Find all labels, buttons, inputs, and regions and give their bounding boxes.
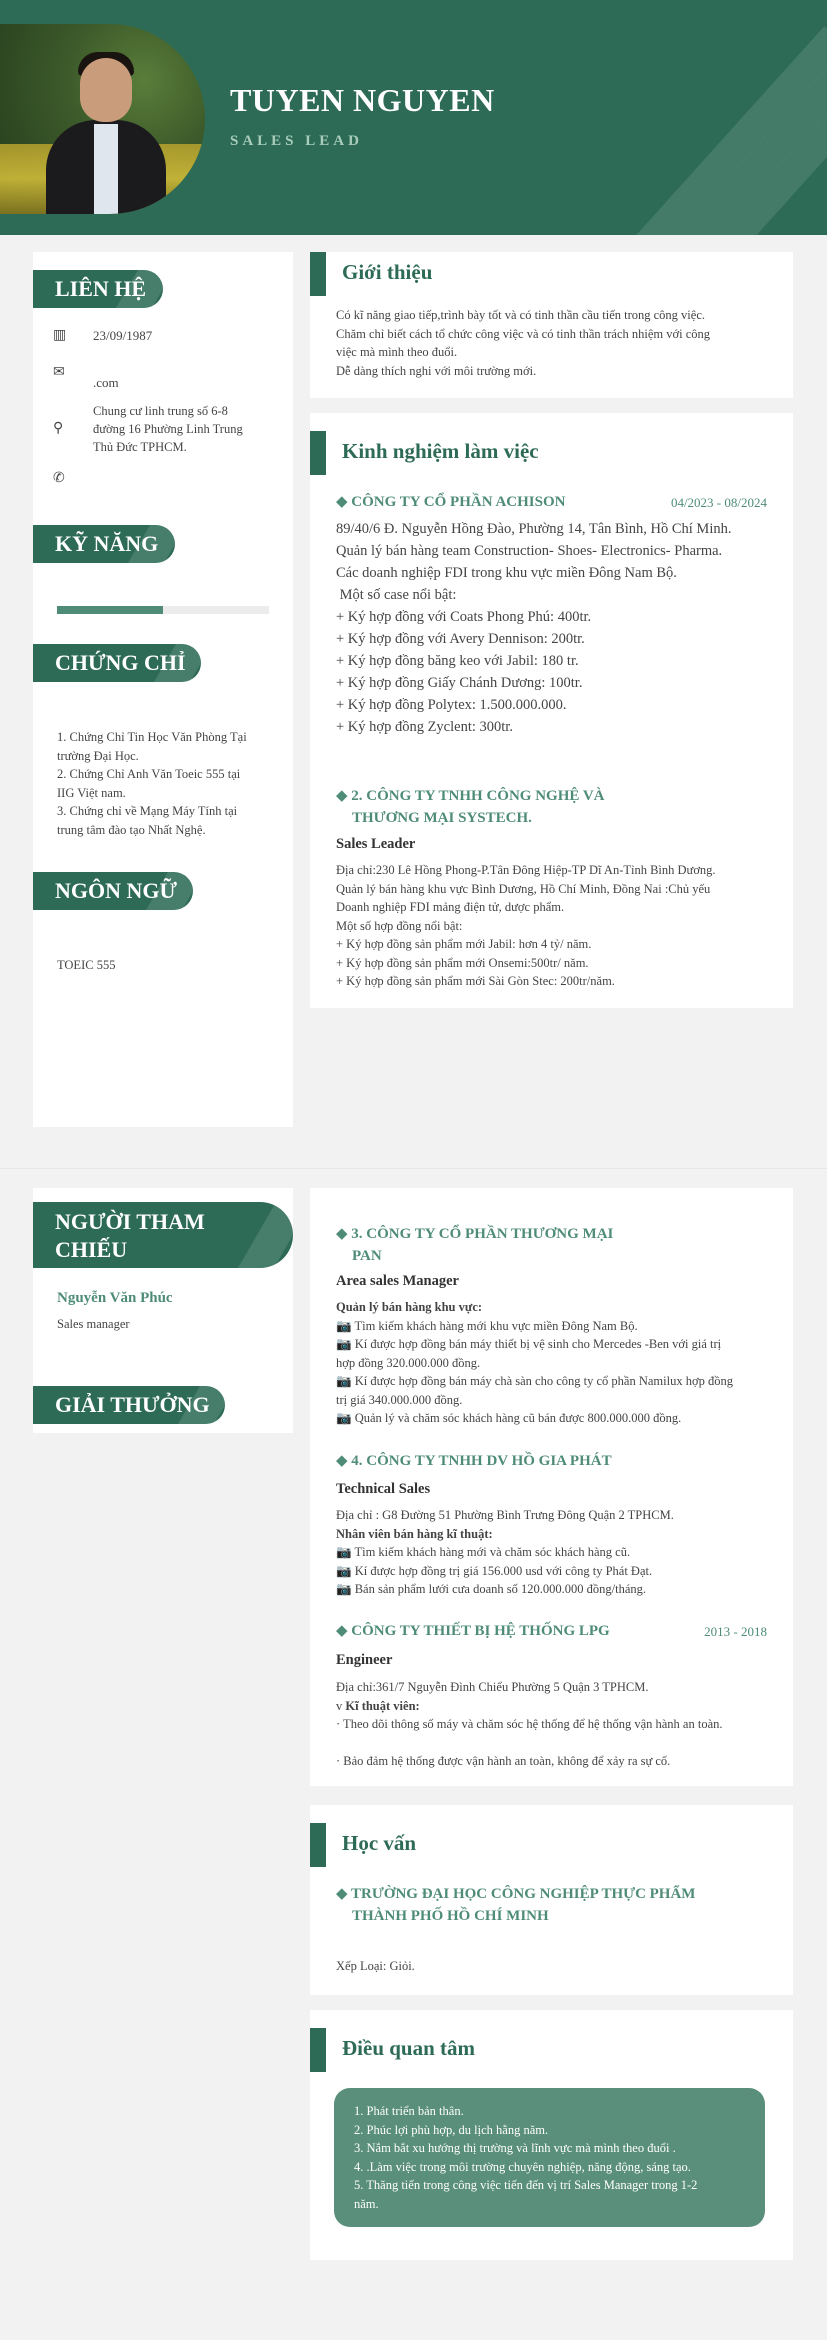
languages-heading: NGÔN NGỮ	[33, 872, 193, 910]
job-position: Technical Sales	[336, 1481, 431, 1497]
profile-role: SALES LEAD	[230, 133, 363, 149]
reference-position: Sales manager	[57, 1317, 130, 1331]
job-date: 04/2023 - 08/2024	[670, 495, 767, 510]
job-company: ◆ 3. CÔNG TY CỔ PHẦN THƯƠNG MẠI PAN	[336, 1226, 614, 1264]
language-value: TOEIC 555	[57, 958, 116, 972]
experience-card-continued	[310, 1188, 793, 1786]
sidebar-card	[33, 252, 293, 1127]
skill-bar	[57, 606, 269, 614]
certificates-heading: CHỨNG CHỈ	[33, 644, 201, 682]
reference-name: Nguyễn Văn Phúc	[57, 1290, 173, 1306]
job-description: Địa chỉ : G8 Đường 51 Phường Bình Trưng Đông Quận 2 TPHCM. Nhân viên bán hàng kĩ thuật: 📷 Tìm kiếm khách hàng mới và chăm sóc khách hàng cũ. 📷 Kí được hợp đồng trị giá 156.000 usd với công ty Phát Đạt. 📷 Bán sản phẩm lưới cưa doanh số 120.000.000 đồng/tháng.	[336, 1508, 674, 1596]
interests-card: Điều quan tâm 1. Phát triển bản thân. 2. Phúc lợi phù hợp, du lịch hằng năm. 3. Nắm bắt xu hướng thị trường và lĩnh vực mà mình theo đuổi . 4. .Làm việc trong môi trường chuyên nghiệp, năng động, sáng tạo. 5. Thăng tiến trong công việc tiến đến vị trí Sales Manager trong 1-2 năm.	[310, 2010, 793, 2260]
references-heading: NGƯỜI THAM CHIẾU	[33, 1202, 293, 1268]
job-description: Quản lý bán hàng khu vực: 📷 Tìm kiếm khách hàng mới khu vực miền Đông Nam Bộ. 📷 Kí được hợp đồng bán máy thiết bị vệ sinh cho Mercedes -Ben với giá trị hợp đồng 320.000.000 đồng. 📷 Kí được hợp đồng bán máy chà sàn cho công ty cổ phần Namilux hợp đồng trị giá 340.000.000 đồng. 📷 Quản lý và chăm sóc khách hàng cũ bán được 800.000.000 đồng.	[336, 1300, 733, 1425]
profile-photo	[0, 24, 205, 214]
intro-card: Giới thiệu Có kĩ năng giao tiếp,trình bày tốt và có tinh thần cầu tiến trong công việc. Chăm chỉ biết cách tổ chức công việc và có tinh thần trách nhiệm với công việc mà mình theo đuổi. Dễ dàng thích nghi với môi trường mới.	[310, 252, 793, 398]
header-banner	[0, 0, 827, 235]
email-text[interactable]: .com	[93, 375, 119, 390]
location-icon: ⚲	[53, 421, 64, 436]
intro-text: Có kĩ năng giao tiếp,trình bày tốt và có tinh thần cầu tiến trong công việc. Chăm chỉ biết cách tổ chức công việc và có tinh thần trách nhiệm với công việc mà mình theo đuổi. Dễ dàng thích nghi với môi trường mới.	[336, 308, 711, 378]
email-icon: ✉	[53, 365, 65, 380]
cake-icon: ▥	[53, 328, 67, 343]
job-position: Engineer	[336, 1652, 393, 1668]
experience-card: Kinh nghiệm làm việc ◆ CÔNG TY CỔ PHẦN ACHISON 04/2023 - 08/2024 89/40/6 Đ. Nguyễn Hồng Đào, Phường 14, Tân Bình, Hồ Chí Minh. Quản lý bán hàng team Construction- Shoes- Electronics- Pharma. Các doanh nghiệp FDI trong khu vực miền Đông Nam Bộ. Một số case nổi bật: + Ký hợp đồng với Coats Phong Phú: 400tr. + Ký hợp đồng với Avery Dennison: 200tr. + Ký hợp đồng băng keo với Jabil: 180 tr. + Ký hợp đồng Giấy Chánh Dương: 100tr. + Ký hợp đồng Polytex: 1.500.000.000. + Ký hợp đồng Zyclent: 300tr. ◆ 2. CÔNG TY TNHH CÔNG NGHỆ VÀ THƯƠNG MẠI SYSTECH. Sales Leader Địa chỉ:230 Lê Hồng Phong-P.Tân Đông Hiệp-TP Dĩ An-Tỉnh Bình Dương. Quản lý bán hàng khu vực Bình Dương, Hồ Chí Minh, Đồng Nai :Chủ yếu Doanh nghiệp FDI mảng điện tử, dược phẩm. Một số hợp đồng nổi bật: + Ký hợp đồng sản phẩm mới Jabil: hơn 4 tỷ/ năm. + Ký hợp đồng sản phẩm mới Onsemi:500tr/ năm. + Ký hợp đồng sản phẩm mới Sài Gòn Stec: 200tr/năm.	[310, 413, 793, 1008]
contact-heading: LIÊN HỆ	[33, 270, 163, 308]
sidebar-card	[33, 1188, 293, 1433]
address-text: Chung cư linh trung số 6-8 đường 16 Phường Linh Trung Thủ Đức TPHCM.	[93, 404, 243, 454]
job-description: Địa chỉ:361/7 Nguyễn Đình Chiểu Phường 5 Quận 3 TPHCM. v Kĩ thuật viên: · Theo dõi thông số máy và chăm sóc hệ thống để hệ thống vận hành an toàn. · Bảo đảm hệ thống được vận hành an toàn, không để xảy ra sự cố.	[336, 1680, 723, 1768]
job-description: 89/40/6 Đ. Nguyễn Hồng Đào, Phường 14, Tân Bình, Hồ Chí Minh. Quản lý bán hàng team Construction- Shoes- Electronics- Pharma. Các doanh nghiệp FDI trong khu vực miền Đông Nam Bộ. Một số case nổi bật: + Ký hợp đồng với Coats Phong Phú: 400tr. + Ký hợp đồng với Avery Dennison: 200tr. + Ký hợp đồng băng keo với Jabil: 180 tr. + Ký hợp đồng Giấy Chánh Dương: 100tr. + Ký hợp đồng Polytex: 1.500.000.000. + Ký hợp đồng Zyclent: 300tr.	[336, 521, 732, 735]
job-date: 2013 - 2018	[704, 1624, 767, 1639]
education-grade: Xếp Loại: Giỏi.	[336, 1959, 415, 1973]
certificates-list: 1. Chứng Chỉ Tin Học Văn Phòng Tại trường Đại Học. 2. Chứng Chỉ Anh Văn Toeic 555 tại IIG Việt nam. 3. Chứng chỉ về Mạng Máy Tính tại trung tâm đào tạo Nhất Nghệ.	[57, 730, 247, 837]
skill-bar-fill	[57, 606, 163, 614]
job-position: Sales Leader	[336, 836, 416, 852]
job-company: ◆ CÔNG TY CỔ PHẦN ACHISON	[336, 494, 566, 510]
profile-name: TUYEN NGUYEN	[230, 82, 495, 118]
page-divider	[0, 1168, 827, 1169]
job-company: ◆ 4. CÔNG TY TNHH DV HỒ GIA PHÁT	[336, 1453, 612, 1469]
education-card: Học vấn ◆ TRƯỜNG ĐẠI HỌC CÔNG NGHIỆP THỰC PHẨM THÀNH PHỐ HỒ CHÍ MINH Xếp Loại: Giỏi.	[310, 1805, 793, 1995]
phone-icon: ✆	[53, 471, 65, 486]
job-company: ◆ CÔNG TY THIẾT BỊ HỆ THỐNG LPG	[336, 1623, 610, 1639]
skills-heading: KỸ NĂNG	[33, 525, 175, 563]
school-name: ◆ TRƯỜNG ĐẠI HỌC CÔNG NGHIỆP THỰC PHẨM THÀNH PHỐ HỒ CHÍ MINH	[336, 1886, 696, 1924]
awards-heading: GIẢI THƯỞNG	[33, 1386, 225, 1424]
job-description: Địa chỉ:230 Lê Hồng Phong-P.Tân Đông Hiệp-TP Dĩ An-Tỉnh Bình Dương. Quản lý bán hàng khu vực Bình Dương, Hồ Chí Minh, Đồng Nai :Chủ yếu Doanh nghiệp FDI mảng điện tử, dược phẩm. Một số hợp đồng nổi bật: + Ký hợp đồng sản phẩm mới Jabil: hơn 4 tỷ/ năm. + Ký hợp đồng sản phẩm mới Onsemi:500tr/ năm. + Ký hợp đồng sản phẩm mới Sài Gòn Stec: 200tr/năm.	[336, 863, 716, 988]
interests-box: 1. Phát triển bản thân. 2. Phúc lợi phù hợp, du lịch hằng năm. 3. Nắm bắt xu hướng thị trường và lĩnh vực mà mình theo đuổi . 4. .Làm việc trong môi trường chuyên nghiệp, năng động, sáng tạo. 5. Thăng tiến trong công việc tiến đến vị trí Sales Manager trong 1-2 năm.	[334, 2088, 765, 2227]
job-company: ◆ 2. CÔNG TY TNHH CÔNG NGHỆ VÀ THƯƠNG MẠI SYSTECH.	[336, 788, 605, 826]
job-position: Area sales Manager	[336, 1273, 459, 1289]
birthday-text: 23/09/1987	[93, 328, 153, 343]
